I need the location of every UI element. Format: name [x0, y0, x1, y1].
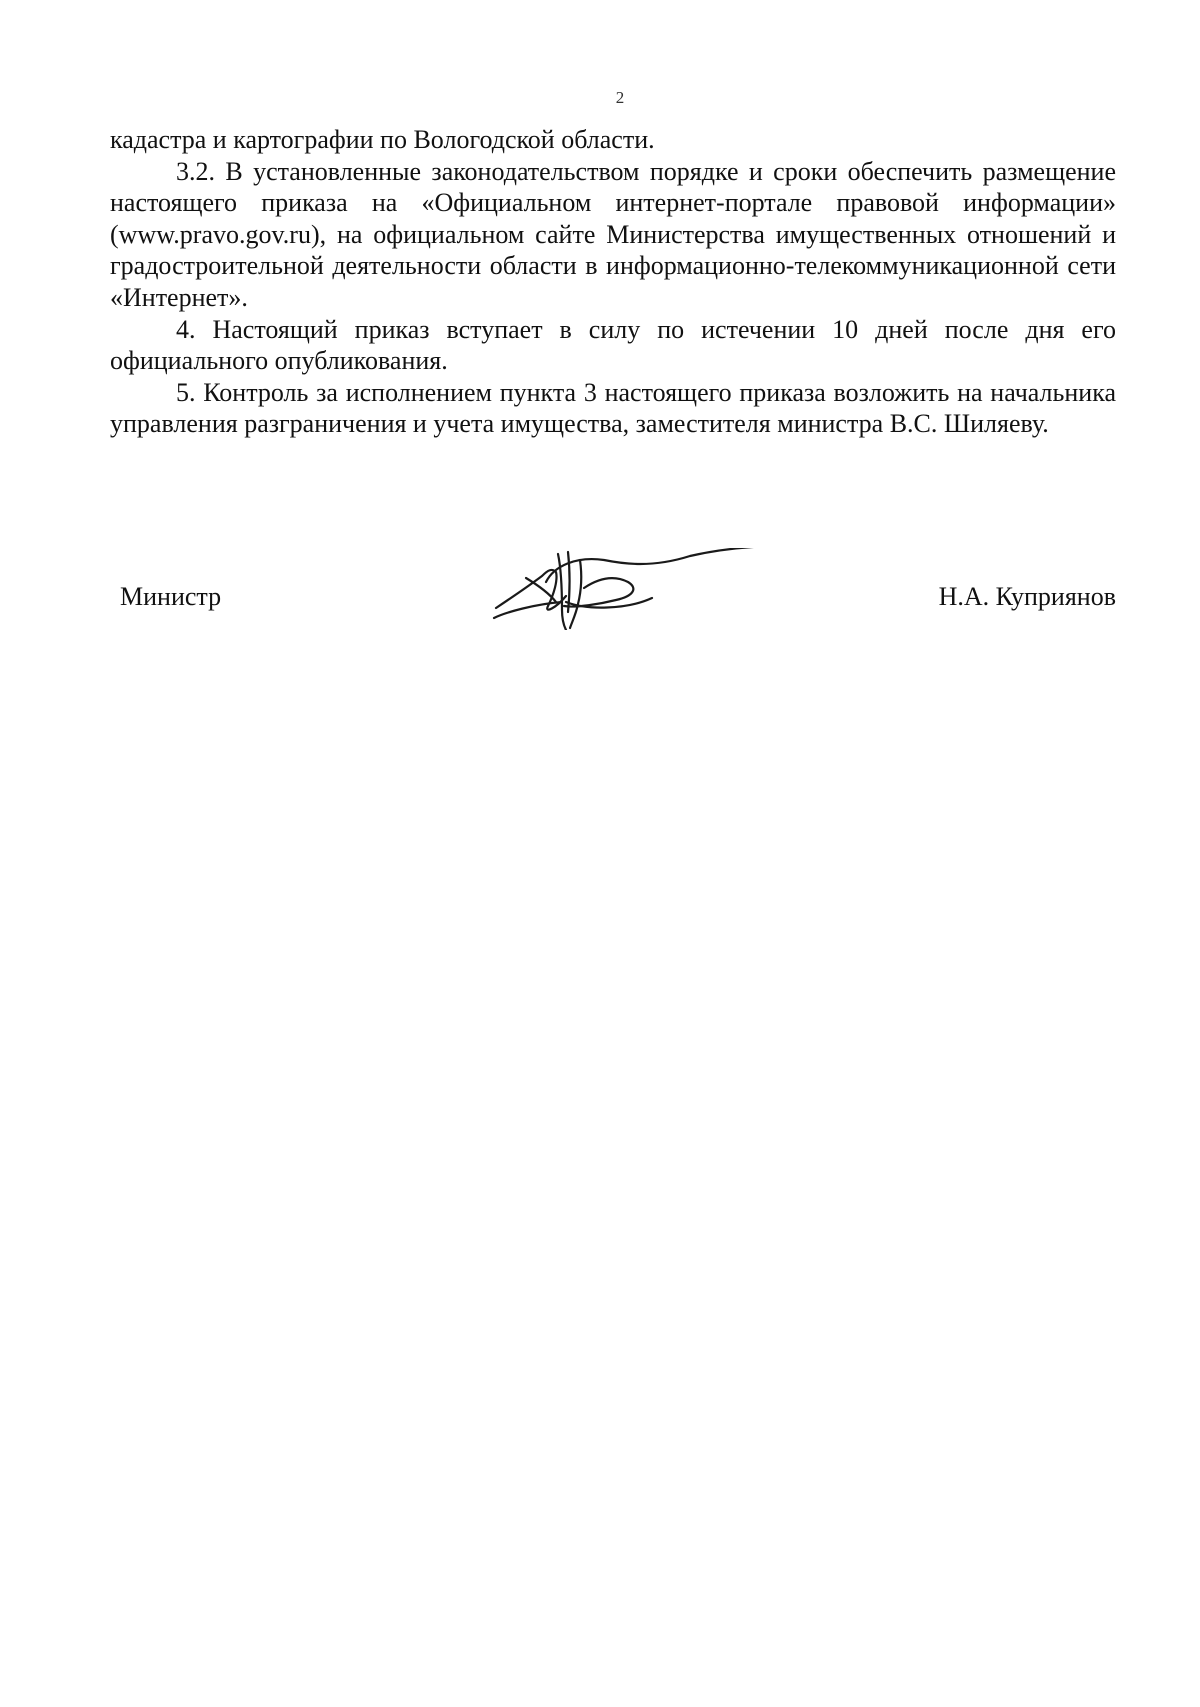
page-number: 2 [615, 88, 625, 107]
paragraph-3-2: 3.2. В установленные законодательством порядке и сроки обеспечить размещение настоящего приказа на «Официальном интернет-портале правовой информации» (www.pravo.gov.ru), на официальном сайте Министерства имущественных отношений и градостроительной деятельности области в информационно-телекоммуникационной сети «Интернет». [110, 156, 1116, 312]
paragraph-continuation: кадастра и картографии по Вологодской области. [110, 125, 655, 154]
handwritten-signature [466, 548, 796, 630]
signatory-name: Н.А. Куприянов [938, 582, 1116, 611]
document-body [110, 124, 1116, 440]
signature-block [110, 548, 1116, 628]
signatory-title: Министр [120, 582, 222, 611]
paragraph-5: 5. Контроль за исполнением пункта 3 настоящего приказа возложить на начальника управления разграничения и учета имущества, заместителя министра В.С. Шиляеву. [110, 377, 1116, 439]
paragraph-4: 4. Настоящий приказ вступает в силу по истечении 10 дней после дня его официального опубликования. [110, 314, 1116, 376]
